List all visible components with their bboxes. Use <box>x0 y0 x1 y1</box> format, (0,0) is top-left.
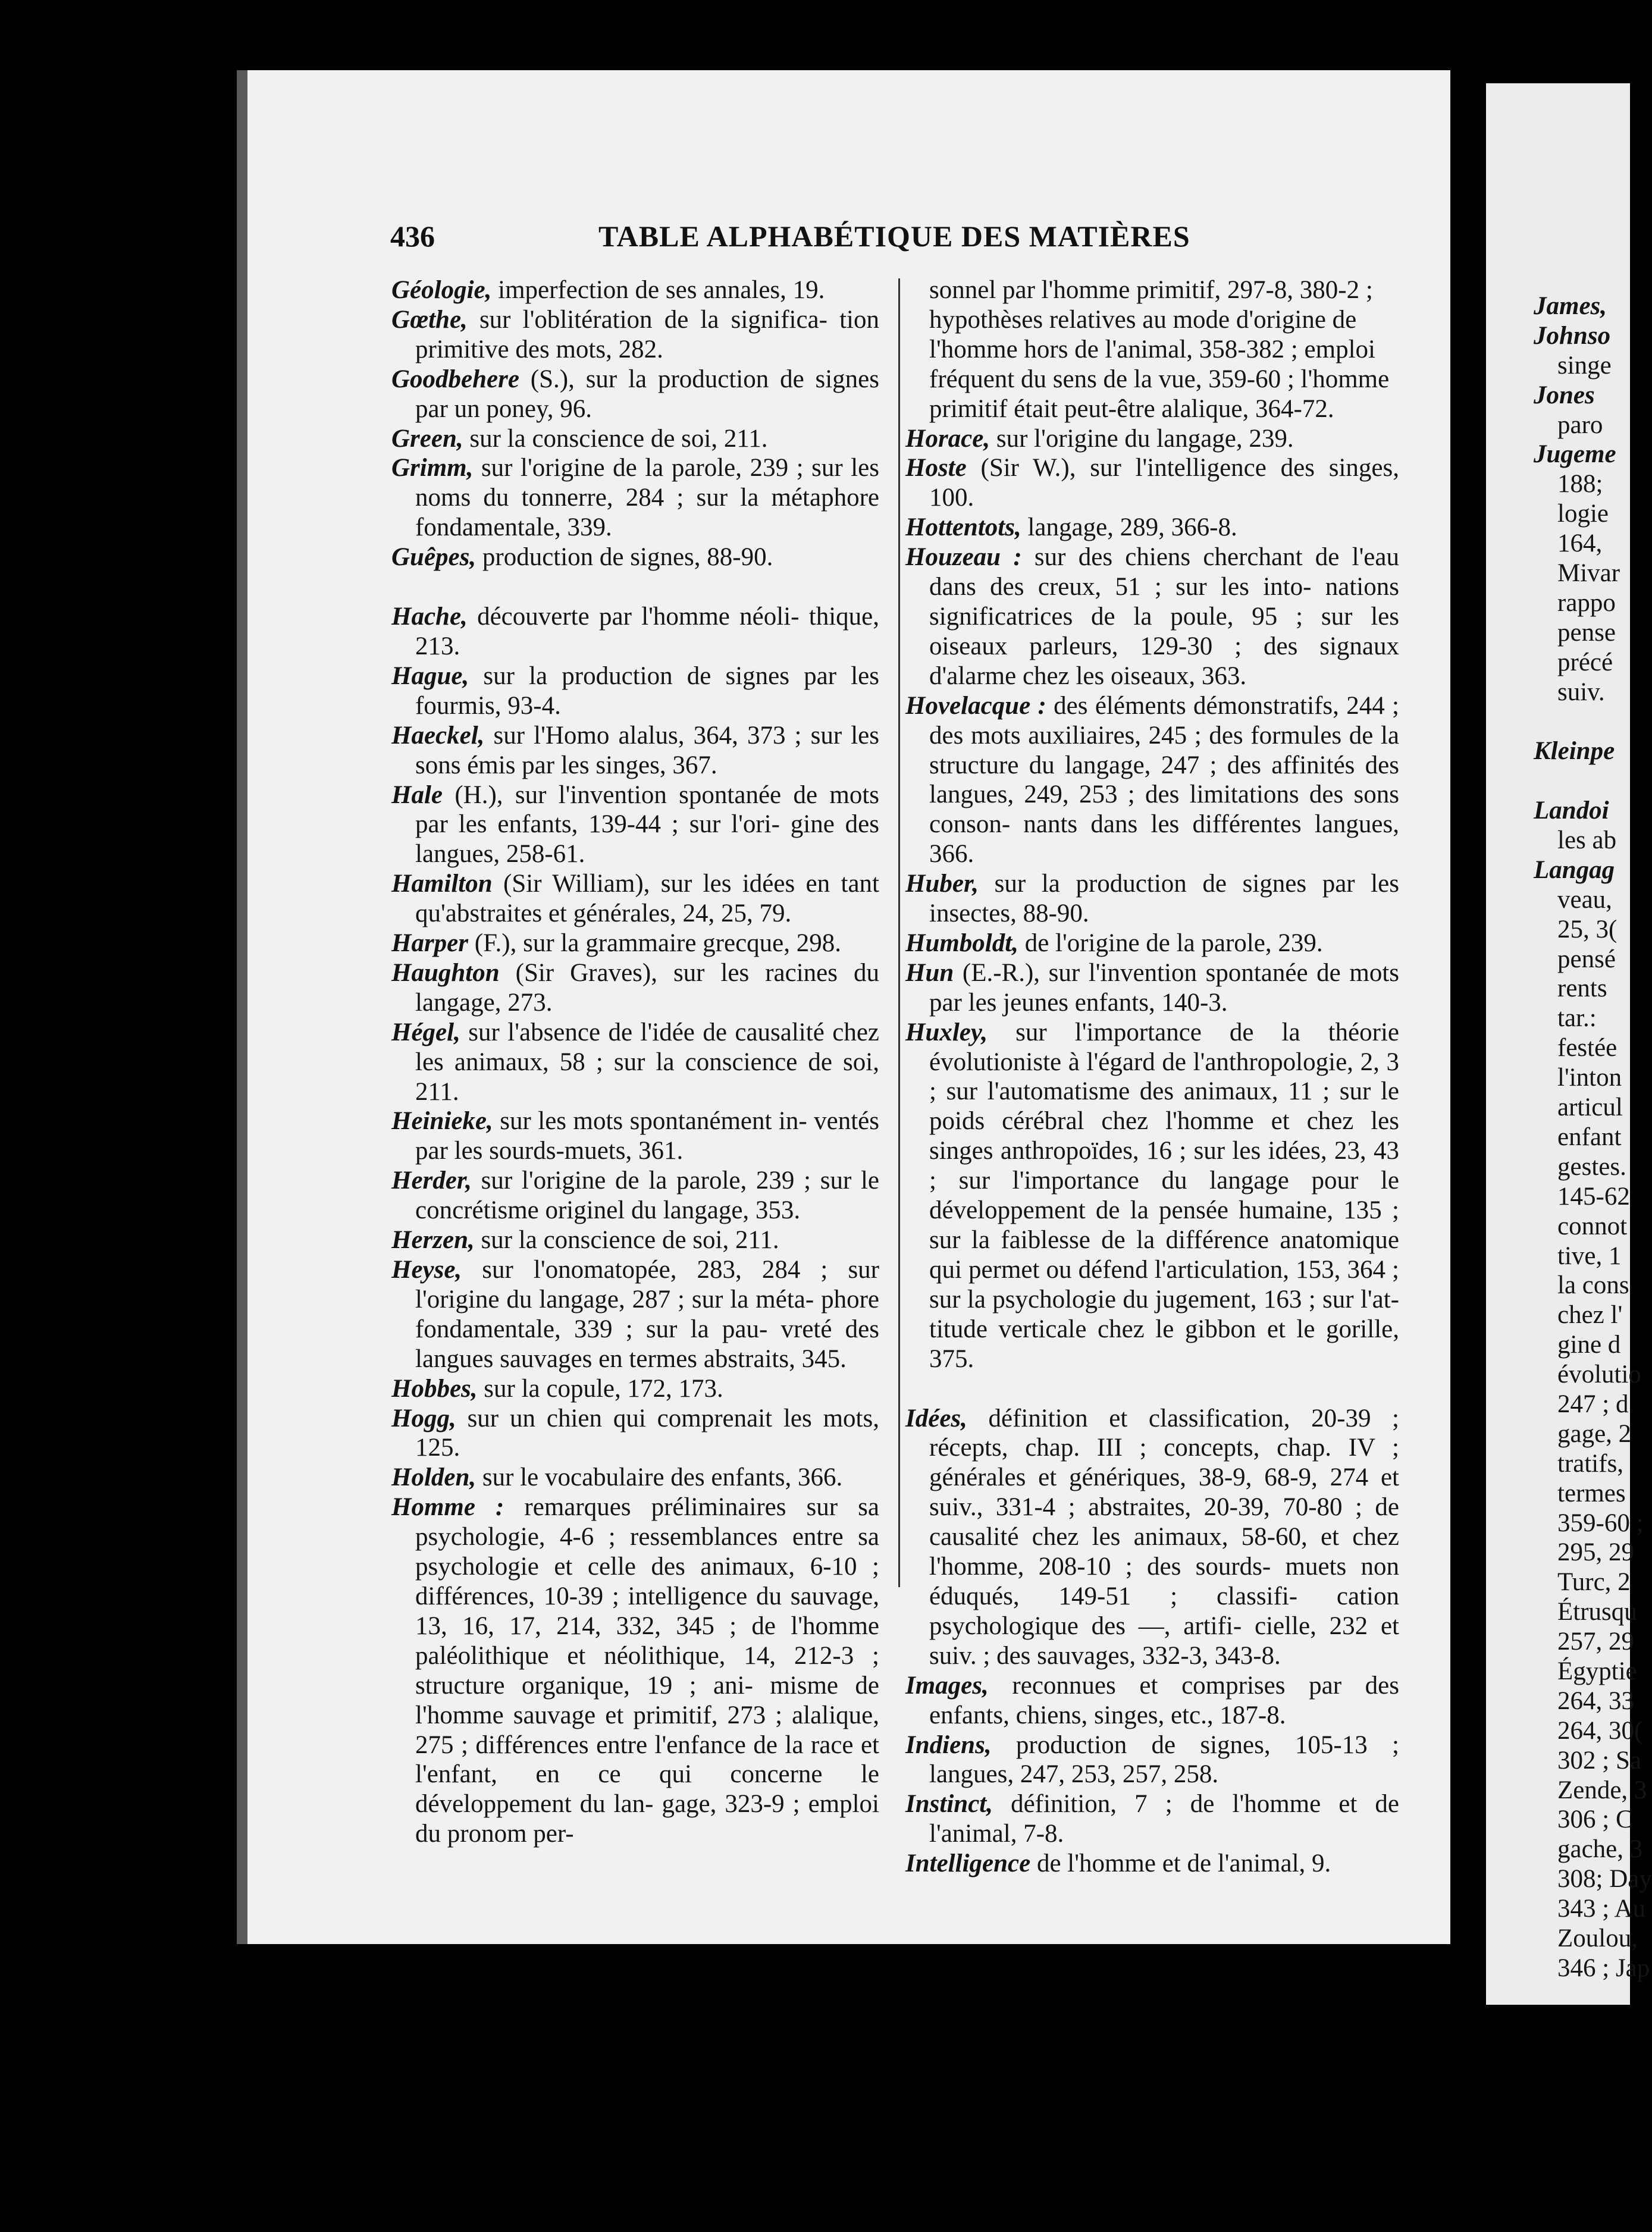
fragment-text: enfant <box>1557 1123 1622 1151</box>
entry-term: Instinct, <box>905 1790 993 1819</box>
entry-references: sur l'origine de la parole, 239 ; sur le concrétisme originel du langage, 353. <box>415 1167 879 1225</box>
entry-references: sur la production de signes par les fourmis, 93-4. <box>415 662 879 720</box>
fragment-text: 164, <box>1557 529 1603 558</box>
fragment-text: rappo <box>1557 588 1616 617</box>
index-entry <box>905 1849 1399 1879</box>
fragment-line <box>1534 1390 1652 1419</box>
fragment-text: Zende, 3 <box>1557 1776 1647 1804</box>
entry-references: production de signes, 88-90. <box>476 543 773 572</box>
fragment-line <box>1534 1449 1652 1479</box>
index-entry <box>905 513 1399 543</box>
entry-term: Hottentots, <box>905 513 1021 542</box>
fragment-line <box>1534 1627 1652 1657</box>
fragment-text: pense <box>1557 618 1616 647</box>
fragment-text: paro <box>1557 410 1603 439</box>
fragment-line <box>1534 974 1652 1004</box>
index-entry <box>391 1493 879 1849</box>
entry-references: sur l'origine de la parole, 239 ; sur les noms du tonnerre, 284 ; sur la métaphore fondamentale, 339. <box>415 454 879 542</box>
entry-references: sur les mots spontanément in- ventés par les sourds-muets, 361. <box>415 1107 879 1165</box>
entry-term: Homme : <box>391 1493 504 1522</box>
entry-references: définition, 7 ; de l'homme et de l'animal, 7-8. <box>929 1790 1399 1848</box>
index-entry <box>391 1106 879 1166</box>
entry-references: sur l'origine du langage, 239. <box>990 424 1294 453</box>
fragment-text: chez l' <box>1557 1301 1623 1330</box>
entry-term: Grimm, <box>391 454 474 482</box>
entry-term: Indiens, <box>905 1731 992 1759</box>
running-title: TABLE ALPHABÉTIQUE DES MATIÈRES <box>598 220 1190 253</box>
fragment-text: Égyptie <box>1557 1657 1637 1685</box>
entry-term: Gœthe, <box>391 305 468 334</box>
index-entry <box>905 1404 1399 1671</box>
fragment-text: pensé <box>1557 945 1616 973</box>
fragment-term: Landoi <box>1534 797 1609 825</box>
fragment-line <box>1534 1093 1652 1123</box>
fragment-text: 346 ; Jap <box>1557 1954 1650 1982</box>
page-number: 436 <box>390 220 435 253</box>
fragment-line <box>1534 826 1652 855</box>
entry-term: Heinieke, <box>391 1107 493 1136</box>
fragment-text: 302 ; Sa <box>1557 1746 1641 1775</box>
fragment-line <box>1534 796 1652 826</box>
fragment-line <box>1534 1657 1652 1686</box>
entry-references: sonnel par l'homme primitif, 297-8, 380-2 ; hypothèses relatives au mode d'origine de l'homme hors de l'animal, 358-382 ; emploi fréquent du sens de la vue, 359-60 ; l'homme primitif était peut-être alalique, 364-72. <box>929 276 1390 423</box>
fragment-line <box>1534 1716 1652 1746</box>
index-entry <box>391 1225 879 1255</box>
fragment-text: gache, 3 <box>1557 1835 1643 1864</box>
adjacent-page-fragment <box>1486 83 1652 2005</box>
entry-references: sur l'oblitération de la significa- tion primitive des mots, 282. <box>415 305 879 363</box>
fragment-line <box>1534 1509 1652 1538</box>
fragment-line <box>1534 1686 1652 1716</box>
fragment-line <box>1534 1212 1652 1242</box>
fragment-line <box>1534 1924 1652 1954</box>
fragment-line <box>1534 1063 1652 1093</box>
entry-references: découverte par l'homme néoli- thique, 213. <box>415 603 879 660</box>
fragment-line <box>1534 1004 1652 1033</box>
fragment-text: la cons <box>1557 1271 1629 1300</box>
letter-gap <box>391 572 879 602</box>
fragment-line <box>1534 1300 1652 1330</box>
fragment-text: articul <box>1557 1093 1623 1122</box>
index-entry <box>391 929 879 958</box>
index-entry <box>391 958 879 1018</box>
fragment-text: 257, 29 <box>1557 1628 1634 1656</box>
entry-references: des éléments démonstratifs, 244 ; des mots auxiliaires, 245 ; des formules de la structure du langage, 247 ; des affinités des langues, 249, 253 ; des limitations des sons conson- nants dans les différentes langues, 366. <box>929 691 1399 869</box>
fragment-line <box>1534 410 1652 440</box>
entry-references: (H.), sur l'invention spontanée de mots par les enfants, 139-44 ; sur l'ori- gine des langues, 258-61. <box>415 780 879 869</box>
entry-references: de l'homme et de l'animal, 9. <box>1030 1849 1331 1878</box>
index-entry <box>905 869 1399 929</box>
entry-references: sur l'importance de la théorie évolutioniste à l'égard de l'anthropologie, 2, 3 ; sur l'automatisme des animaux, 11 ; sur le poids cérébral chez l'homme et chez les singes anthropoïdes, 16 ; sur les idées, 23, 43 ; sur l'importance du langage pour le développement de la pensée humaine, 135 ; sur la faiblesse de la différence anatomique qui permet ou défend l'articulation, 153, 364 ; sur la psychologie du jugement, 163 ; sur l'at- titude verticale chez le gibbon et le gorille, 375. <box>929 1018 1399 1373</box>
entry-term: Houzeau : <box>905 543 1022 572</box>
fragment-line <box>1534 736 1652 766</box>
index-entry <box>905 453 1399 513</box>
fragment-text: tar.: <box>1557 1004 1597 1033</box>
entry-references: sur la production de signes par les insectes, 88-90. <box>929 870 1399 928</box>
entry-term: Holden, <box>391 1463 477 1492</box>
fragment-line <box>1534 1864 1652 1894</box>
index-entry <box>905 1018 1399 1374</box>
fragment-line <box>1534 1152 1652 1182</box>
fragment-text: gine d <box>1557 1331 1621 1359</box>
fragment-line <box>1534 766 1652 796</box>
entry-term: Herzen, <box>391 1226 475 1255</box>
fragment-text: suiv. <box>1557 678 1605 706</box>
fragment-term: Jugeme <box>1534 440 1616 469</box>
entry-term: Hoste <box>905 454 967 482</box>
index-entry <box>391 1166 879 1225</box>
fragment-text: 359-60 ; <box>1557 1509 1644 1537</box>
index-entry <box>391 1404 879 1463</box>
fragment-text: 295, 29 <box>1557 1538 1634 1567</box>
fragment-text: singe <box>1557 351 1612 380</box>
index-column-left <box>391 275 879 1849</box>
entry-term: Haughton <box>391 958 500 987</box>
fragment-line <box>1534 559 1652 588</box>
fragment-line <box>1534 1805 1652 1835</box>
entry-term: Hale <box>391 780 443 809</box>
entry-references: imperfection de ses annales, 19. <box>491 276 825 304</box>
fragment-text: logie <box>1557 500 1609 528</box>
fragment-text: 308; Day <box>1557 1865 1652 1894</box>
entry-term: Hamilton <box>391 870 493 898</box>
fragment-line <box>1534 1479 1652 1509</box>
fragment-line <box>1534 618 1652 648</box>
fragment-line <box>1534 1123 1652 1152</box>
fragment-text: 306 ; C <box>1557 1805 1633 1834</box>
fragment-line <box>1534 1954 1652 1983</box>
entry-references: de l'origine de la parole, 239. <box>1018 929 1323 957</box>
index-entry <box>391 453 879 543</box>
fragment-term: James, <box>1534 292 1607 320</box>
fragment-text: termes <box>1557 1479 1626 1507</box>
page-header <box>247 219 1450 267</box>
fragment-term: Kleinpe <box>1534 737 1615 766</box>
index-entry <box>391 543 879 572</box>
entry-references: production de signes, 105-13 ; langues, 247, 253, 257, 258. <box>929 1731 1399 1789</box>
fragment-line <box>1534 1033 1652 1063</box>
entry-term: Idées, <box>905 1404 967 1432</box>
entry-term: Guêpes, <box>391 543 477 572</box>
entry-references: (Sir Graves), sur les racines du langage, 273. <box>415 958 879 1017</box>
fragment-line <box>1534 351 1652 381</box>
fragment-line <box>1534 648 1652 678</box>
fragment-line <box>1534 1538 1652 1568</box>
fragment-text: Étrusqu <box>1557 1598 1637 1626</box>
entry-term: Green, <box>391 424 463 453</box>
entry-references: (F.), sur la grammaire grecque, 298. <box>468 929 842 958</box>
index-entry <box>905 275 1399 424</box>
fragment-line <box>1534 1330 1652 1360</box>
index-entry <box>905 1789 1399 1849</box>
index-entry <box>391 1374 879 1404</box>
entry-term: Goodbehere <box>391 365 519 393</box>
index-entry <box>391 365 879 424</box>
entry-term: Hégel, <box>391 1018 460 1046</box>
fragment-line <box>1534 529 1652 559</box>
entry-term: Hobbes, <box>391 1374 478 1403</box>
fragment-text: Turc, 2 <box>1557 1568 1631 1597</box>
index-entry <box>905 958 1399 1018</box>
fragment-line <box>1534 1835 1652 1864</box>
fragment-text: l'inton <box>1557 1064 1622 1092</box>
fragment-line <box>1534 915 1652 945</box>
fragment-text: gage, 2 <box>1557 1419 1632 1448</box>
entry-term: Huber, <box>905 870 979 898</box>
entry-references: reconnues et comprises par des enfants, chiens, singes, etc., 187-8. <box>929 1671 1399 1729</box>
entry-term: Humboldt, <box>905 929 1018 957</box>
fragment-line <box>1534 885 1652 915</box>
fragment-line <box>1534 945 1652 974</box>
index-entry <box>391 721 879 780</box>
index-entry <box>391 1463 879 1493</box>
entry-term: Hogg, <box>391 1404 456 1432</box>
fragment-text: connot <box>1557 1212 1628 1240</box>
fragment-text: veau, <box>1557 885 1612 914</box>
entry-term: Heyse, <box>391 1256 462 1284</box>
book-page <box>237 70 1450 1944</box>
entry-term: Hache, <box>391 603 468 631</box>
fragment-line <box>1534 1568 1652 1597</box>
fragment-text: 343 ; Au <box>1557 1895 1646 1923</box>
fragment-text: 25, 3( <box>1557 915 1617 943</box>
fragment-text: tratifs, <box>1557 1449 1624 1478</box>
index-entry <box>391 869 879 929</box>
fragment-line <box>1534 707 1652 736</box>
entry-references: (S.), sur la production de signes par un poney, 96. <box>415 365 879 423</box>
entry-term: Hovelacque : <box>905 691 1046 720</box>
entry-term: Herder, <box>391 1167 472 1195</box>
fragment-text: 188; <box>1557 470 1603 499</box>
entry-references: (Sir W.), sur l'intelligence des singes, 100. <box>929 454 1399 512</box>
fragment-line <box>1534 1242 1652 1271</box>
index-entry <box>905 1731 1399 1790</box>
index-entry <box>391 424 879 454</box>
index-entry <box>905 929 1399 958</box>
fragment-text: 145-62 <box>1557 1182 1630 1211</box>
fragment-text: précé <box>1557 648 1613 676</box>
index-entry <box>391 275 879 305</box>
entry-references: (Sir William), sur les idées en tant qu'abstraites et générales, 24, 25, 79. <box>415 870 879 928</box>
fragment-text: 247 ; d <box>1557 1390 1629 1418</box>
entry-references: sur l'onomatopée, 283, 284 ; sur l'origine du langage, 287 ; sur la méta- phore fondamentale, 339 ; sur la pau- vreté des langues sauvages en termes abstraits, 345. <box>415 1256 879 1373</box>
fragment-line <box>1534 588 1652 618</box>
fragment-text: tive, 1 <box>1557 1242 1622 1270</box>
entry-references: sur la conscience de soi, 211. <box>463 424 768 453</box>
entry-references: langage, 289, 366-8. <box>1021 513 1237 542</box>
entry-references: (E.-R.), sur l'invention spontanée de mots par les jeunes enfants, 140-3. <box>929 958 1399 1017</box>
entry-term: Intelligence <box>905 1849 1031 1878</box>
index-entry <box>391 780 879 870</box>
entry-term: Harper <box>391 929 468 958</box>
fragment-line <box>1534 1746 1652 1776</box>
entry-references: sur la copule, 172, 173. <box>477 1374 723 1403</box>
fragment-line <box>1534 678 1652 707</box>
fragment-term: Langag <box>1534 855 1615 884</box>
fragment-line <box>1534 440 1652 469</box>
fragment-line <box>1534 381 1652 410</box>
fragment-term: Jones <box>1534 381 1595 409</box>
index-entry <box>905 1671 1399 1731</box>
fragment-text: festée <box>1557 1034 1617 1062</box>
adjacent-page-column <box>1534 291 1652 1983</box>
entry-term: Hague, <box>391 662 469 690</box>
index-entry <box>905 691 1399 869</box>
index-entry <box>905 543 1399 691</box>
entry-term: Hun <box>905 958 954 987</box>
entry-term: Horace, <box>905 424 990 453</box>
index-entry <box>905 424 1399 454</box>
fragment-line <box>1534 1182 1652 1212</box>
entry-references: sur le vocabulaire des enfants, 366. <box>476 1463 843 1492</box>
fragment-line <box>1534 1360 1652 1390</box>
fragment-term: Johnso <box>1534 321 1611 350</box>
fragment-line <box>1534 499 1652 529</box>
fragment-line <box>1534 855 1652 885</box>
fragment-line <box>1534 291 1652 321</box>
fragment-text: 264, 33 <box>1557 1686 1634 1715</box>
fragment-text: évolutio <box>1557 1360 1641 1389</box>
entry-references: sur un chien qui comprenait les mots, 125. <box>415 1404 879 1462</box>
index-entry <box>391 1255 879 1374</box>
entry-references: sur l'Homo alalus, 364, 373 ; sur les sons émis par les singes, 367. <box>415 721 879 779</box>
fragment-line <box>1534 1419 1652 1449</box>
entry-references: sur des chiens cherchant de l'eau dans des creux, 51 ; sur les into- nations significatrices de la poule, 95 ; sur les oiseaux parleurs, 129-30 ; des signaux d'alarme chez les oiseaux, 363. <box>929 543 1399 690</box>
index-entry <box>391 602 879 662</box>
fragment-text: gestes. <box>1557 1152 1626 1181</box>
fragment-line <box>1534 1597 1652 1627</box>
index-entry <box>391 1018 879 1107</box>
index-column-right <box>905 275 1399 1879</box>
fragment-text: les ab <box>1557 826 1617 855</box>
entry-term: Géologie, <box>391 276 492 304</box>
entry-term: Images, <box>905 1671 989 1700</box>
fragment-text: Zoulou, <box>1557 1924 1638 1952</box>
entry-references: sur l'absence de l'idée de causalité chez les animaux, 58 ; sur la conscience de soi, 211. <box>415 1018 879 1106</box>
fragment-line <box>1534 321 1652 351</box>
entry-term: Haeckel, <box>391 721 485 750</box>
column-divider <box>898 278 900 1587</box>
entry-references: remarques préliminaires sur sa psychologie, 4-6 ; ressemblances entre sa psychologie et celle des animaux, 6-10 ; différences, 10-39 ; intelligence du sauvage, 13, 16, 17, 214, 332, 345 ; de l'homme paléolithique et néolithique, 14, 212-3 ; structure organique, 19 ; ani- misme de l'homme sauvage et primitif, 273 ; alalique, 275 ; différences entre l'enfance de la race et l'enfant, en ce qui concerne le développement du lan- gage, 323-9 ; emploi du pronom per- <box>415 1493 880 1848</box>
index-entry <box>391 662 879 721</box>
index-entry <box>391 305 879 365</box>
fragment-text: Mivar <box>1557 559 1620 588</box>
fragment-line <box>1534 1271 1652 1300</box>
entry-references: sur la conscience de soi, 211. <box>474 1226 779 1255</box>
fragment-line <box>1534 1776 1652 1805</box>
fragment-line <box>1534 1894 1652 1924</box>
fragment-line <box>1534 469 1652 499</box>
fragment-text: 264, 30( <box>1557 1716 1643 1745</box>
fragment-text: rents <box>1557 974 1607 1003</box>
letter-gap <box>905 1374 1399 1404</box>
entry-term: Huxley, <box>905 1018 988 1046</box>
entry-references: définition et classification, 20-39 ; récepts, chap. III ; concepts, chap. IV ; générales et génériques, 38-9, 68-9, 274 et suiv., 331-4 ; abstraites, 20-39, 70-80 ; de causalité chez les animaux, 58-60, et chez l'homme, 208-10 ; des sourds- muets non éduqués, 149-51 ; classifi- cation psychologique des —, artifi- cielle, 232 et suiv. ; des sauvages, 332-3, 343-8. <box>929 1404 1399 1670</box>
